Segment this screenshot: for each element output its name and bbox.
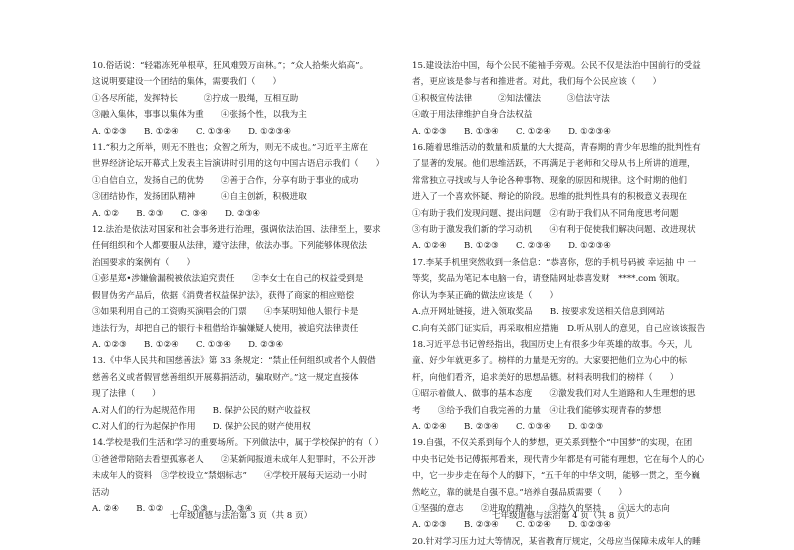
text-line: A. ①②③ B. ①②④ C. ①③④ D. ②③④ bbox=[92, 339, 284, 350]
left-column bbox=[92, 58, 392, 517]
text-line: 世界经济论坛开幕式上发表主旨演讲时引用的这句中国古语启示我们（ ） bbox=[92, 159, 385, 170]
text-line: 10.俗话说：“轻霜冻死单根草，狂风难毁万亩林。”；“众人拾柴火焰高”。 bbox=[92, 61, 369, 71]
text-line: 假冒伪劣产品后，依据《消费者权益保护法》，获得了商家的相应赔偿 bbox=[92, 290, 355, 301]
text-line: 你认为李某正确的做法应该是（ ） bbox=[412, 290, 559, 301]
text-line: 16.随着思维活动的数量和质量的大大提高，青春期的青少年思维的批判性有 bbox=[412, 143, 701, 154]
text-line: ①自信自立，发扬自己的优势 ②善于合作，分享有助于事业的成功 bbox=[92, 175, 359, 186]
text-line: A.对人们的行为起规范作用 B. 保护公民的财产收益权 bbox=[92, 405, 311, 416]
text-line: A. ①②④ B. ②③④ C. ①③④ D. ①②③ bbox=[412, 421, 604, 432]
page-footer-left: 七年级道德与法治第 3 页（共 8 页） bbox=[170, 511, 313, 521]
text-line: 慈善名义或者假冒慈善组织开展募捐活动，骗取财产。”这一规定直接体 bbox=[92, 372, 359, 383]
text-line: 17.李某手机里突然收到一条信息：“恭喜你，您的手机号码被 幸运抽 中 一 bbox=[412, 257, 697, 268]
text-line: ③团结协作，发扬团队精神 ④自主创新，积极进取 bbox=[92, 192, 307, 203]
text-line: 13.《中华人民共和国慈善法》第 33 条规定：“禁止任何组织或者个人假借 bbox=[92, 356, 376, 367]
text-line: A. ①②③ B. ②③④ C. ①②④ D. ①②③④ bbox=[412, 520, 611, 531]
text-line: 中央书记处书记傅振邦看来，现代青少年都是有可能有理想，它在每个人的心 bbox=[412, 454, 705, 465]
text-line: ①爸爸带陪陪去看望孤寡老人 ②某新闻报道未成年人犯罪时，不公开涉 bbox=[92, 454, 376, 465]
text-line: 18.习近平总书记曾经指出，我国历史上有很多少年英雄的故事。今天，儿 bbox=[412, 339, 693, 350]
text-line: 这说明要建设一个团结的集体，需要我们（ ） bbox=[92, 77, 282, 88]
text-line: 19.自强，不仅关系到每个人的梦想，更关系到整个“中国梦”的实现，在团 bbox=[412, 438, 693, 449]
page-footer-right: 七年级道德与法治第 4 页（共 8 页） bbox=[492, 511, 635, 521]
text-line: 治国要求的案例有（ ） bbox=[92, 257, 196, 268]
text-line: 11.“积力之所举，则无不胜也；众智之所为，则无不成也。”习近平主席在 bbox=[92, 143, 368, 154]
text-line: 20.针对学习压力过大等情况，某省教育厅规定，父母应当保障未成年人的睡 bbox=[412, 536, 701, 547]
text-line: 了显著的发展。他们思维活跃，不再满足于老师和父母从书上所讲的道理， bbox=[412, 159, 696, 170]
text-line: ③融入集体，事事以集体为重 ④张扬个性，以我为主 bbox=[92, 110, 307, 121]
text-line: A. ①②④ B. ①②③ C. ②③④ D. ①②③④ bbox=[412, 241, 611, 252]
text-line: A.点开网址链接，进入领取奖品 B. 按要求发送相关信息到网站 bbox=[412, 307, 665, 318]
text-line: 14.学校是我们生活和学习的重要场所。下列做法中，属于学校保护的有（ ） bbox=[92, 438, 384, 449]
text-line: 然屹立，靠的就是自强不息。”培养自强品质需要（ ） bbox=[412, 487, 627, 498]
text-line: ①有助于我们发现问题、提出问题 ②有助于我们从不同角度思考问题 bbox=[412, 208, 679, 219]
text-line: 考 ③给予我们自我完善的力量 ④让我们能够实现青春的梦想 bbox=[412, 405, 662, 416]
text-line: ①坚强的意志 ②进取的精神 ③持久的坚持 ④远大的志向 bbox=[412, 503, 670, 514]
text-line: 现了法律（ ） bbox=[92, 389, 161, 400]
text-line: 童、好少年就更多了。榜样的力量是无穷的。大家要把他们立为心中的标 bbox=[412, 356, 688, 367]
text-line: ①彭星郑•涉嫌偷漏税被依法追究责任 ②李女士在自己的权益受到是 bbox=[92, 274, 364, 285]
text-line: 未成年人的资料 ③学校设立“禁烟标志” ④学校开展每天运动一小时 bbox=[92, 471, 368, 482]
text-line: C.对人们的行为起保护作用 D. 保护公民的财产使用权 bbox=[92, 421, 311, 432]
text-line: 违法行为，却把自己的银行卡租借给诈骗嫌疑人使用，被追究法律责任 bbox=[92, 323, 359, 334]
text-line: ①昭示着做人、做事的基本态度 ②激发我们对人生道路和人生理想的思 bbox=[412, 389, 696, 400]
text-line: A. ②④ B. ①② C. ①③ D. ③④ bbox=[92, 503, 253, 514]
text-line: 者，更应该是参与者和推进者。对此，我们每个公民应该（ ） bbox=[412, 77, 662, 88]
text-line: 12.法治是依法对国家和社会事务进行治理，强调依法治国、法律至上，要求 bbox=[92, 225, 381, 236]
right-column bbox=[412, 58, 718, 550]
text-line: 15.建设法治中国，每个公民不能袖手旁观。公民不仅是法治中国前行的受益 bbox=[412, 61, 701, 71]
text-line: 杆，向他们看齐，追求美好的思想品德。材料表明我们的榜样（ ） bbox=[412, 372, 679, 383]
text-line: ④敢于用法律维护自身合法权益 bbox=[412, 110, 533, 121]
text-line: ①积极宣传法律 ②知法懂法 ③信法守法 bbox=[412, 93, 610, 104]
text-line: A. ①②③ B. ①③④ C. ①②④ D. ①②③④ bbox=[412, 126, 611, 137]
text-line: A. ①② B. ②③ C. ③④ D. ②③④ bbox=[92, 208, 261, 219]
text-line: ③如果利用自己的工资购买演唱会的门票 ④李某明知他人银行卡是 bbox=[92, 307, 359, 318]
text-line: A. ①②③ B. ①②④ C. ①③④ D. ①②③④ bbox=[92, 126, 291, 137]
text-line: 任何组织和个人都要服从法律，遵守法律，依法办事。下列能够体现依法 bbox=[92, 241, 368, 252]
text-line: 中，它一步步走在每个人的脚下，“五千年的中华文明，能够一贯之，至今巍 bbox=[412, 471, 700, 482]
text-line: ③有助于激发我们新的学习动机 ④有利于促使我们解决问题、改进现状 bbox=[412, 225, 696, 236]
text-line: ①各尽所能，发挥特长 ②拧成一股绳，互相互助 bbox=[92, 93, 299, 104]
text-line: 等奖，奖品为笔记本电脑一台，请登陆网址恭喜发财 ****.com 领取。 bbox=[412, 274, 685, 285]
text-line: 活动 bbox=[92, 487, 110, 498]
text-line: 进入了一个喜欢怀疑、辩论的阶段。思维的批判性具有的积极意义表现在 bbox=[412, 192, 688, 203]
text-line: C.向有关部门证实后，再采取相应措施 D.听从别人的意见，自己应该该报告 bbox=[412, 323, 706, 334]
text-line: 常常独立寻找或与人争论各种事物、现象的原因和规律。这个时期的他们 bbox=[412, 175, 688, 186]
